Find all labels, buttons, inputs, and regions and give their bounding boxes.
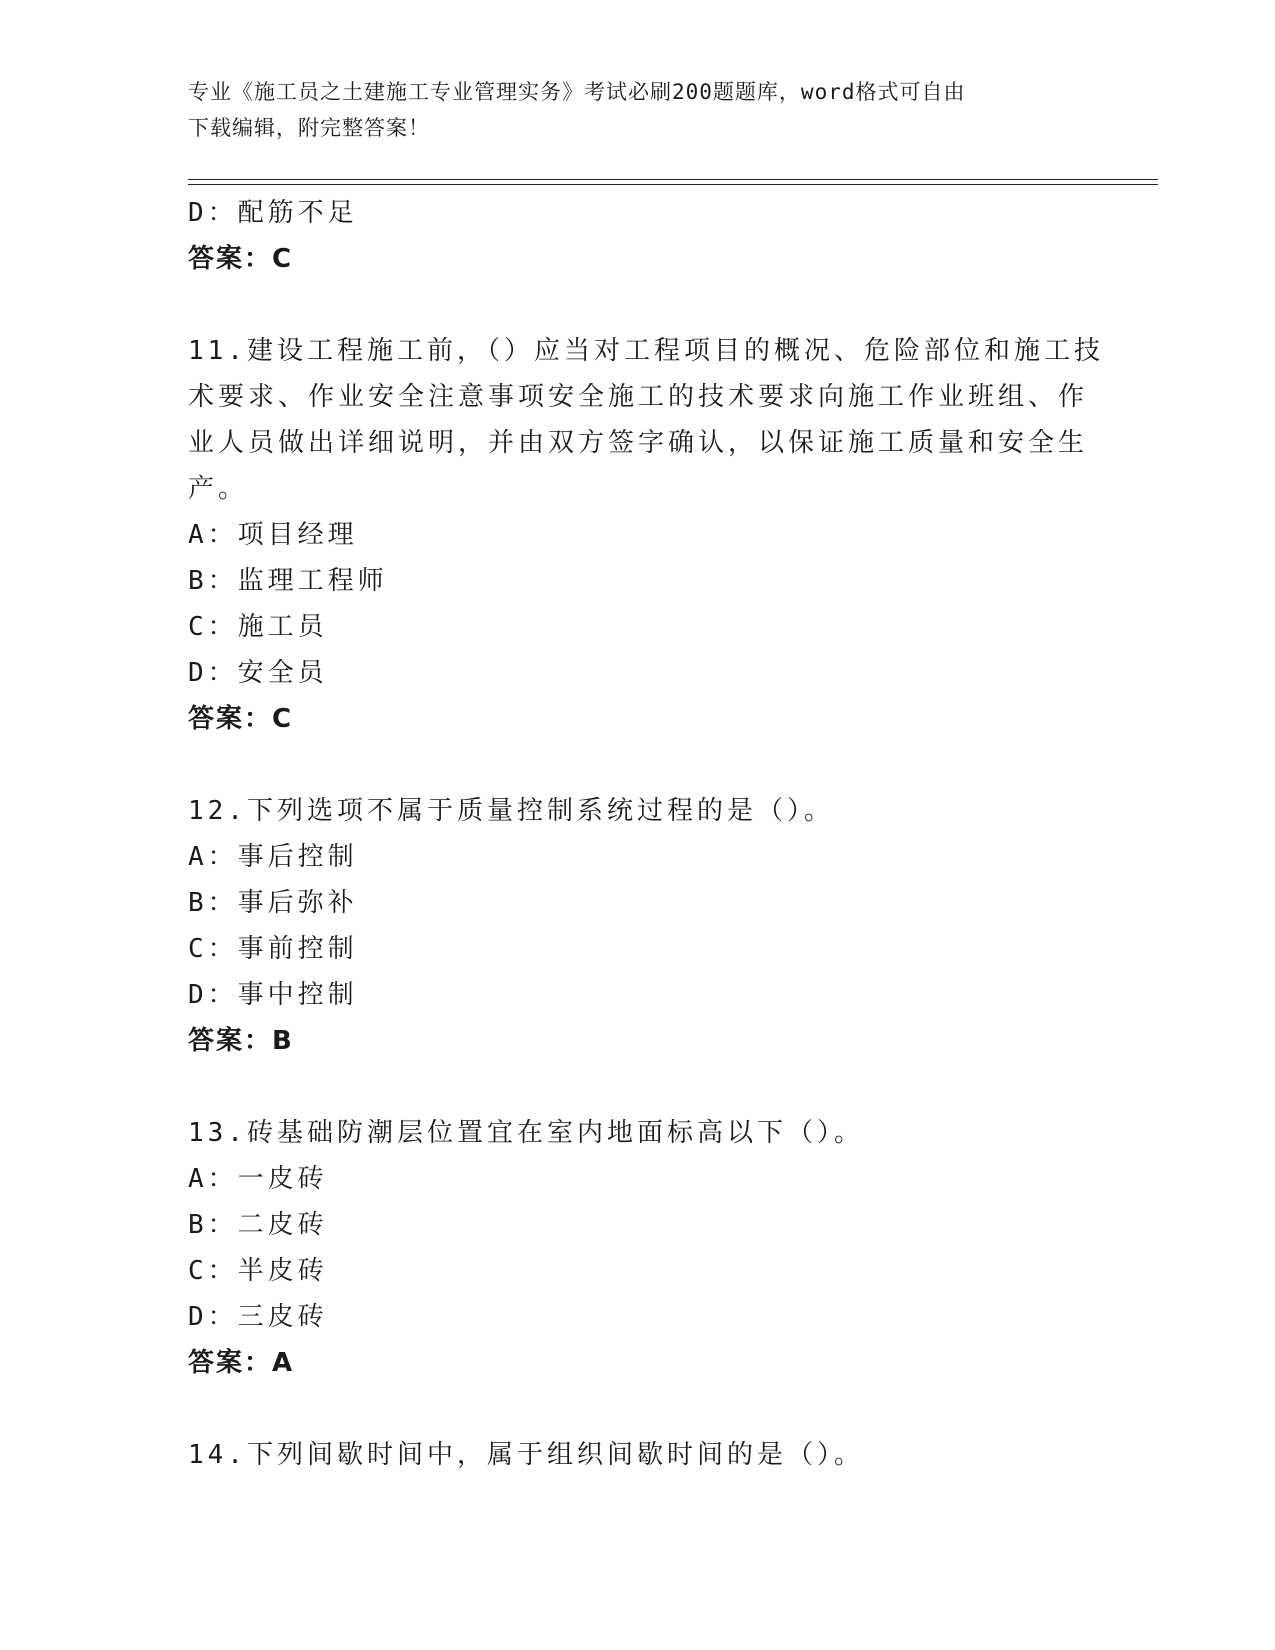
question-13-option-a: A：一皮砖 xyxy=(188,1164,328,1194)
question-12-option-d: D：事中控制 xyxy=(188,980,358,1010)
question-11-option-b: B：监理工程师 xyxy=(188,566,388,596)
question-13-option-d: D：三皮砖 xyxy=(188,1302,328,1332)
question-11-text-line-4: 产。 xyxy=(188,474,249,504)
question-12-option-a: A：事后控制 xyxy=(188,842,358,872)
header-line-2: 下载编辑，附完整答案！ xyxy=(188,116,430,140)
spacer xyxy=(188,1386,1078,1432)
spacer xyxy=(188,282,1078,328)
question-13 xyxy=(188,1110,1078,1386)
question-12-answer: 答案：B xyxy=(188,1026,294,1056)
header-divider-bottom xyxy=(188,184,1158,185)
question-11-answer: 答案：C xyxy=(188,704,294,734)
question-11-option-c: C：施工员 xyxy=(188,612,328,642)
question-list xyxy=(188,190,1104,1478)
carryover-option-d: D：配筋不足 xyxy=(188,198,358,228)
document-header xyxy=(188,74,1068,146)
question-11-text-line-1: 11.建设工程施工前，（）应当对工程项目的概况、危险部位和施工技 xyxy=(188,336,1104,366)
question-11-text-line-2: 术要求、作业安全注意事项安全施工的技术要求向施工作业班组、作 xyxy=(188,382,1089,412)
question-12-option-c: C：事前控制 xyxy=(188,934,358,964)
question-14-text: 14.下列间歇时间中，属于组织间歇时间的是（）。 xyxy=(188,1440,864,1470)
question-13-option-b: B：二皮砖 xyxy=(188,1210,328,1240)
question-12-option-b: B：事后弥补 xyxy=(188,888,358,918)
spacer xyxy=(188,742,1078,788)
header-divider-top xyxy=(188,179,1158,180)
carryover-answer: 答案：C xyxy=(188,244,294,274)
question-11-text-line-3: 业人员做出详细说明，并由双方签字确认，以保证施工质量和安全生 xyxy=(188,428,1089,458)
question-14 xyxy=(188,1432,1078,1478)
question-13-answer: 答案：A xyxy=(188,1348,295,1378)
question-11-option-a: A：项目经理 xyxy=(188,520,358,550)
question-11 xyxy=(188,328,1104,742)
spacer xyxy=(188,1064,1078,1110)
question-13-option-c: C：半皮砖 xyxy=(188,1256,328,1286)
question-12-text: 12.下列选项不属于质量控制系统过程的是（）。 xyxy=(188,796,834,826)
question-11-option-d: D：安全员 xyxy=(188,658,328,688)
question-12 xyxy=(188,788,1078,1064)
header-line-1: 专业《施工员之土建施工专业管理实务》考试必刷200题题库，word格式可自由 xyxy=(188,80,966,104)
question-13-text: 13.砖基础防潮层位置宜在室内地面标高以下（）。 xyxy=(188,1118,864,1148)
